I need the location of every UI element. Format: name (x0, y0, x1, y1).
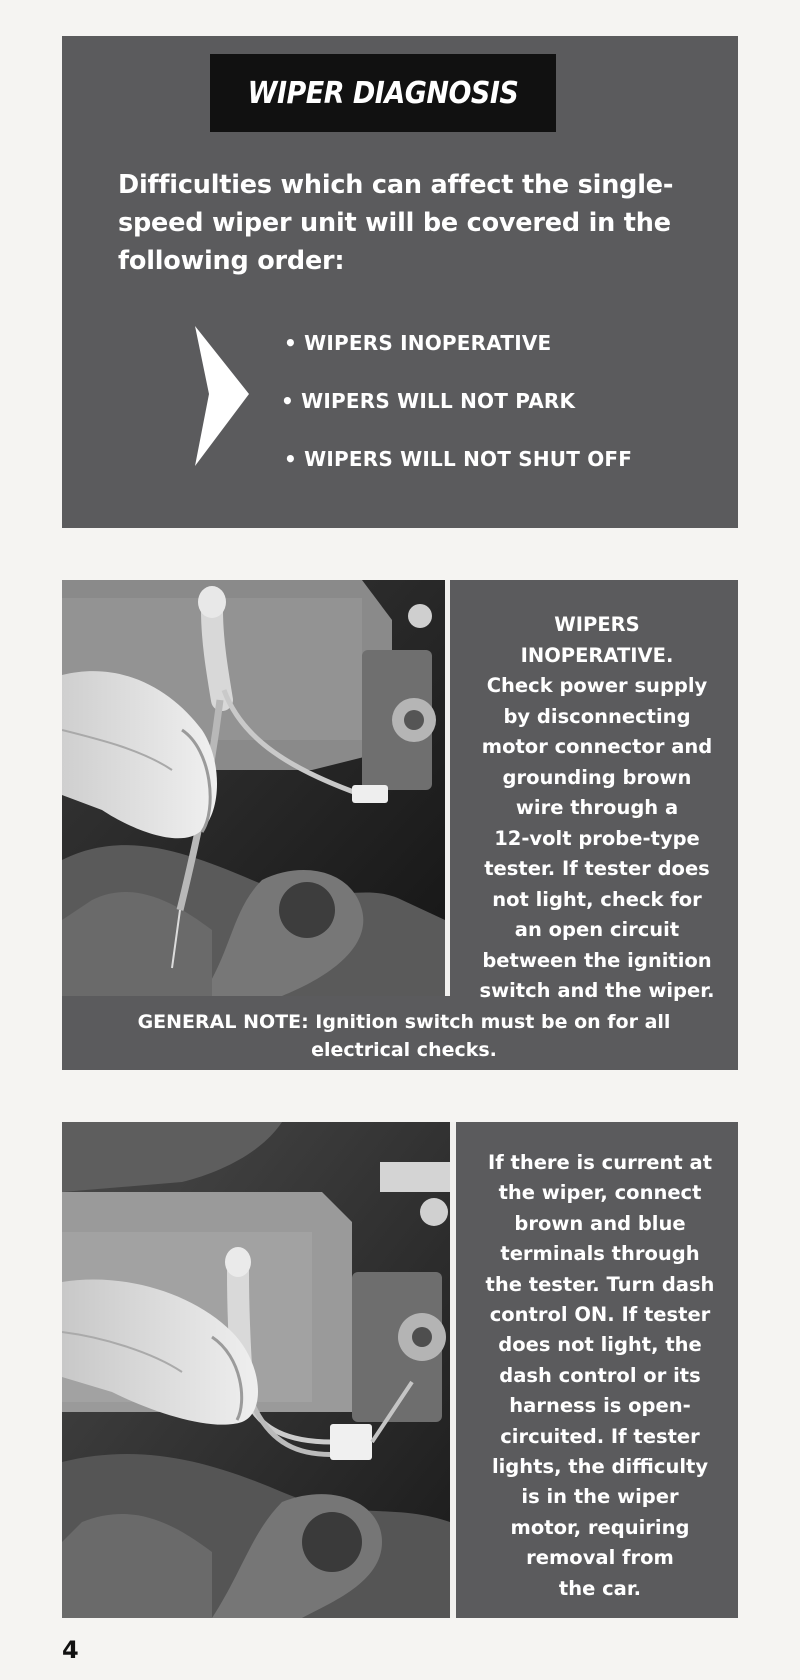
photo-divider (445, 580, 450, 996)
topic-list (281, 314, 633, 488)
instruction-line: switch and the wiper. (479, 979, 715, 1002)
intro-text (118, 166, 708, 280)
instruction-line: by disconnecting (503, 704, 691, 728)
instruction-line: terminals through (500, 1242, 700, 1266)
instruction-line: is in the wiper (521, 1485, 679, 1509)
page-title: WIPER DIAGNOSIS (247, 75, 519, 111)
terminal-test-photo (62, 1122, 450, 1618)
note-line: electrical checks. (311, 1039, 497, 1061)
instruction-line: the tester. Turn dash (485, 1272, 715, 1296)
instruction-line: the car. (558, 1576, 642, 1600)
instruction-line: grounding brown (502, 765, 692, 789)
chevron-right-icon (187, 326, 249, 466)
instruction-line: motor connector and (481, 735, 713, 758)
intro-line: speed wiper unit will be covered in the (118, 208, 671, 238)
title-bar (210, 54, 556, 132)
photo-divider (450, 1122, 456, 1618)
intro-line: Difficulties which can affect the single- (118, 170, 674, 200)
instruction-line: motor, requiring (510, 1515, 690, 1539)
instruction-line: does not light, the (498, 1333, 702, 1357)
instruction-line: INOPERATIVE. (520, 643, 674, 667)
note-line: GENERAL NOTE: Ignition switch must be on for all (137, 1011, 671, 1033)
instruction-line: lights, the difficulty (491, 1455, 709, 1479)
inoperative-instructions (457, 610, 737, 1007)
instruction-line: control ON. If tester (489, 1303, 711, 1327)
intro-line: following order: (118, 246, 345, 276)
current-check-instructions (462, 1148, 738, 1604)
instruction-line: between the ignition (482, 948, 712, 972)
instruction-line: 12-volt probe-type (494, 826, 700, 850)
topic-item-will-not-shut-off: • WIPERS WILL NOT SHUT OFF (284, 447, 633, 471)
inoperative-check-panel (62, 580, 738, 1070)
instruction-line: not light, check for (492, 887, 702, 911)
instruction-line: removal from (526, 1546, 674, 1570)
instruction-line: If there is current at (487, 1151, 713, 1174)
instruction-line: brown and blue (514, 1211, 686, 1235)
instruction-line: an open circuit (514, 918, 680, 941)
instruction-line: WIPERS (554, 613, 640, 636)
instruction-line: wire through a (515, 796, 679, 819)
tester-probe-photo (62, 580, 445, 996)
instruction-line: dash control or its (499, 1363, 701, 1387)
page-number: 4 (62, 1636, 79, 1664)
topic-item-inoperative: • WIPERS INOPERATIVE (284, 331, 552, 355)
instruction-line: harness is open- (509, 1394, 691, 1418)
instruction-line: Check power supply (486, 674, 708, 697)
topic-item-will-not-park: • WIPERS WILL NOT PARK (281, 389, 576, 413)
current-check-panel (62, 1122, 738, 1618)
instruction-line: the wiper, connect (498, 1181, 702, 1205)
instruction-line: tester. If tester does (484, 857, 710, 880)
instruction-line: circuited. If tester (500, 1424, 700, 1448)
general-note (94, 1008, 714, 1064)
diagnosis-overview-panel (62, 36, 738, 528)
